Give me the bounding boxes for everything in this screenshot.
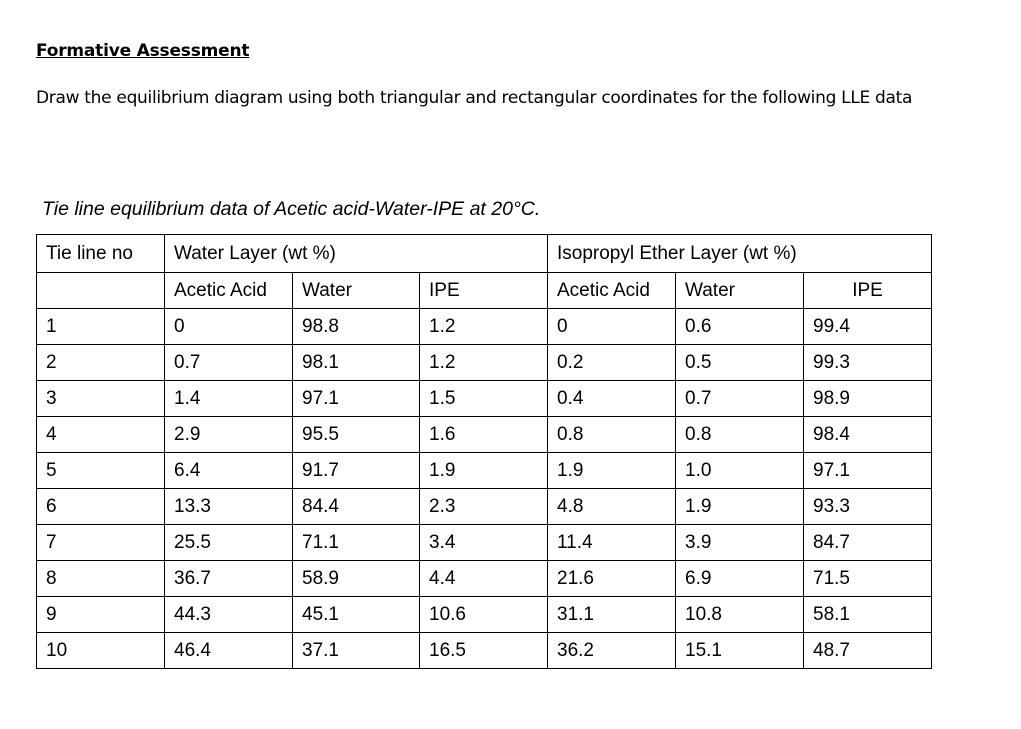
cell-water-ipe: 1.5 (420, 381, 548, 417)
table-row (37, 345, 932, 381)
cell-tie-line-number: 10 (37, 633, 165, 669)
cell-ether-acetic-acid: 0.2 (548, 345, 676, 381)
cell-tie-line-number: 7 (37, 525, 165, 561)
cell-ether-water: 0.7 (676, 381, 804, 417)
table-row (37, 525, 932, 561)
cell-water-acetic-acid: 44.3 (165, 597, 293, 633)
cell-ether-ipe: 99.3 (804, 345, 932, 381)
cell-ether-water: 0.8 (676, 417, 804, 453)
cell-water-ipe: 1.6 (420, 417, 548, 453)
subheader-ether-acetic-acid: Acetic Acid (548, 273, 676, 309)
cell-ether-acetic-acid: 11.4 (548, 525, 676, 561)
cell-water-acetic-acid: 6.4 (165, 453, 293, 489)
cell-ether-ipe: 98.9 (804, 381, 932, 417)
cell-ether-acetic-acid: 0.8 (548, 417, 676, 453)
cell-tie-line-number: 1 (37, 309, 165, 345)
tie-line-header: Tie line no (37, 235, 165, 273)
table-row (37, 489, 932, 525)
cell-ether-ipe: 99.4 (804, 309, 932, 345)
table-row (37, 453, 932, 489)
cell-tie-line-number: 5 (37, 453, 165, 489)
cell-water-acetic-acid: 2.9 (165, 417, 293, 453)
table-caption: Tie line equilibrium data of Acetic acid-Water-IPE at 20°C. (42, 198, 541, 220)
cell-water-acetic-acid: 1.4 (165, 381, 293, 417)
cell-ether-acetic-acid: 21.6 (548, 561, 676, 597)
cell-ether-water: 1.0 (676, 453, 804, 489)
cell-water-water: 58.9 (293, 561, 420, 597)
cell-water-ipe: 1.2 (420, 309, 548, 345)
cell-water-water: 37.1 (293, 633, 420, 669)
cell-water-acetic-acid: 13.3 (165, 489, 293, 525)
cell-ether-water: 6.9 (676, 561, 804, 597)
table-header-row-components (37, 273, 932, 309)
cell-tie-line-number: 2 (37, 345, 165, 381)
cell-ether-acetic-acid: 31.1 (548, 597, 676, 633)
table-row (37, 309, 932, 345)
subheader-ether-water: Water (676, 273, 804, 309)
cell-water-water: 71.1 (293, 525, 420, 561)
ether-layer-header: Isopropyl Ether Layer (wt %) (548, 235, 932, 273)
cell-ether-water: 1.9 (676, 489, 804, 525)
table-row (37, 633, 932, 669)
cell-ether-ipe: 84.7 (804, 525, 932, 561)
cell-ether-acetic-acid: 0 (548, 309, 676, 345)
table-row (37, 597, 932, 633)
cell-water-water: 95.5 (293, 417, 420, 453)
subheader-water-ipe: IPE (420, 273, 548, 309)
cell-water-ipe: 16.5 (420, 633, 548, 669)
cell-water-ipe: 10.6 (420, 597, 548, 633)
cell-water-ipe: 4.4 (420, 561, 548, 597)
cell-water-acetic-acid: 36.7 (165, 561, 293, 597)
table-row (37, 417, 932, 453)
cell-water-water: 91.7 (293, 453, 420, 489)
subheader-ether-ipe: IPE (804, 273, 932, 309)
cell-ether-water: 3.9 (676, 525, 804, 561)
subheader-water-acetic-acid: Acetic Acid (165, 273, 293, 309)
cell-ether-ipe: 48.7 (804, 633, 932, 669)
page-heading: Formative Assessment (36, 41, 250, 61)
cell-tie-line-number: 8 (37, 561, 165, 597)
cell-tie-line-number: 4 (37, 417, 165, 453)
water-layer-header: Water Layer (wt %) (165, 235, 548, 273)
cell-water-acetic-acid: 46.4 (165, 633, 293, 669)
table-row (37, 561, 932, 597)
cell-ether-acetic-acid: 0.4 (548, 381, 676, 417)
empty-header-cell (37, 273, 165, 309)
cell-water-ipe: 3.4 (420, 525, 548, 561)
cell-water-water: 98.1 (293, 345, 420, 381)
table-row (37, 381, 932, 417)
cell-water-acetic-acid: 25.5 (165, 525, 293, 561)
cell-ether-water: 10.8 (676, 597, 804, 633)
cell-water-ipe: 2.3 (420, 489, 548, 525)
cell-water-acetic-acid: 0.7 (165, 345, 293, 381)
equilibrium-data-table (36, 234, 932, 669)
cell-water-water: 84.4 (293, 489, 420, 525)
instruction-text: Draw the equilibrium diagram using both triangular and rectangular coordinates for the following LLE data (36, 88, 913, 108)
cell-water-acetic-acid: 0 (165, 309, 293, 345)
cell-ether-ipe: 93.3 (804, 489, 932, 525)
cell-ether-ipe: 71.5 (804, 561, 932, 597)
cell-ether-ipe: 97.1 (804, 453, 932, 489)
cell-tie-line-number: 9 (37, 597, 165, 633)
cell-water-water: 97.1 (293, 381, 420, 417)
cell-ether-ipe: 98.4 (804, 417, 932, 453)
cell-tie-line-number: 6 (37, 489, 165, 525)
cell-ether-ipe: 58.1 (804, 597, 932, 633)
cell-water-ipe: 1.9 (420, 453, 548, 489)
cell-water-water: 98.8 (293, 309, 420, 345)
cell-ether-water: 0.6 (676, 309, 804, 345)
cell-tie-line-number: 3 (37, 381, 165, 417)
cell-ether-water: 15.1 (676, 633, 804, 669)
table-header-row-groups (37, 235, 932, 273)
cell-water-ipe: 1.2 (420, 345, 548, 381)
cell-ether-acetic-acid: 4.8 (548, 489, 676, 525)
cell-ether-water: 0.5 (676, 345, 804, 381)
cell-water-water: 45.1 (293, 597, 420, 633)
subheader-water-water: Water (293, 273, 420, 309)
cell-ether-acetic-acid: 36.2 (548, 633, 676, 669)
cell-ether-acetic-acid: 1.9 (548, 453, 676, 489)
